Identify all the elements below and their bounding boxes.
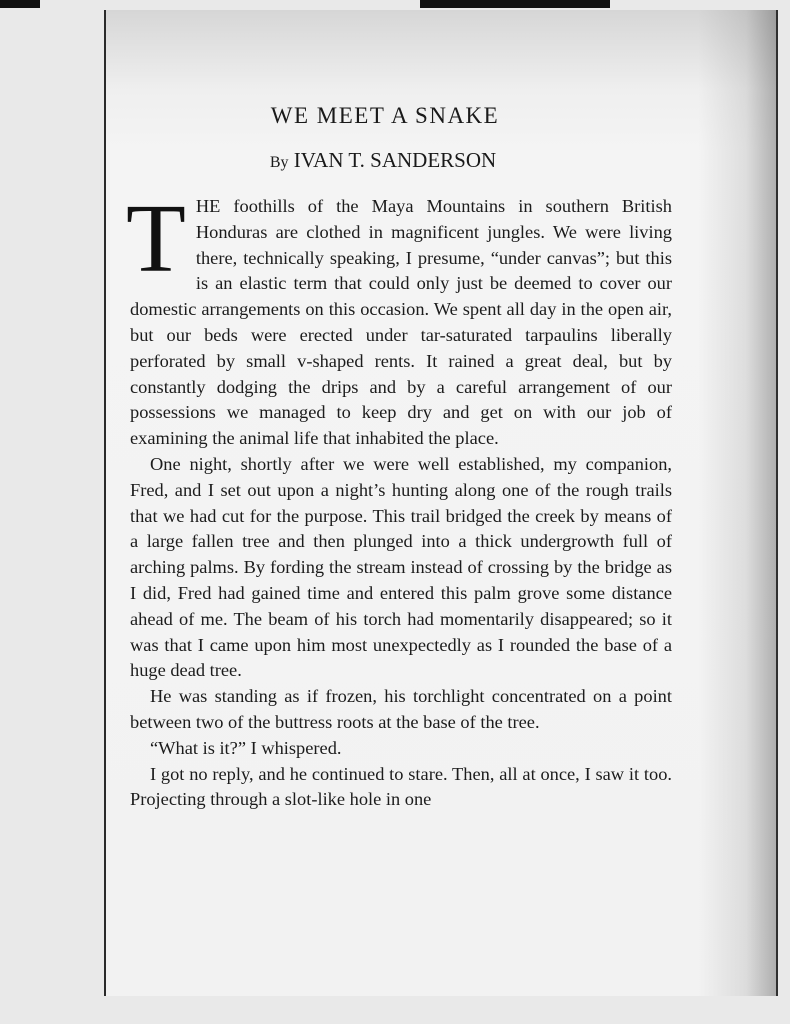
top-black-bar-middle: [420, 0, 610, 8]
byline-author: IVAN T. SANDERSON: [293, 148, 497, 172]
paragraph-1: [126, 185, 672, 452]
paragraph-5: I got no reply, and he continued to stare. Then, all at once, I saw it too. Projecting through a slot-like hole in one: [130, 763, 672, 810]
paragraph-4: “What is it?” I whispered.: [150, 737, 342, 758]
paragraph-2: One night, shortly after we were well established, my companion, Fred, and I set out upon a night’s hunting along one of the rough trails that we had cut for the purpose. This trail bridged the creek by means of a large fallen tree and then plunged into a thick undergrowth full of arching palms. By fording the stream instead of crossing by the bridge as I did, Fred had gained time and entered this palm grove some distance ahead of me. The beam of his torch had momentarily disappeared; so it was that I came upon him most unexpectedly as I rounded the base of a huge dead tree.: [130, 453, 672, 681]
paragraph-3: He was standing as if frozen, his torchlight concentrated on a point between two of the buttress roots at the base of the tree.: [130, 686, 672, 732]
article-title: WE MEET A SNAKE: [270, 103, 500, 128]
byline-prefix: By: [269, 154, 289, 171]
paragraph-1-text: HE foothills of the Maya Mountains in southern British Honduras are clothed in magnificent jungles. We were living there, technically speaking, I presume, “under canvas”; but this is an elastic term that could only just be deemed to cover our domestic arrangements on this occasion. We spent all day in the open air, but our beds were erected under tar-saturated tarpaulins liberally perforated by small v-shaped rents. It rained a great deal, but by constantly dodging the drips and by a careful arrangement of our possessions we managed to keep dry and get on with our job of examining the animal life that inhabited the place.: [130, 196, 672, 449]
top-black-bar-left: [0, 0, 40, 8]
article-byline: [0, 148, 778, 173]
drop-cap: T: [126, 185, 186, 293]
article-body: [126, 185, 672, 813]
